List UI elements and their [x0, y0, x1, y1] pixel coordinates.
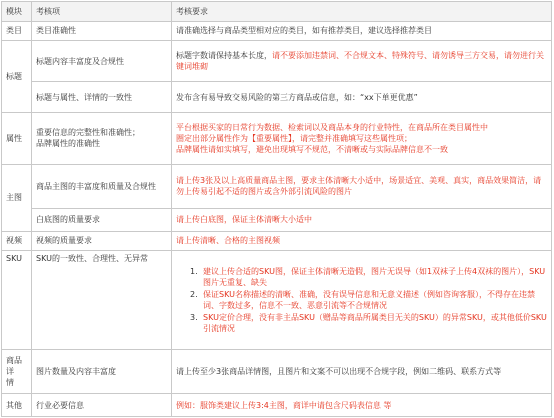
item-cell: 白底图的质量要求 — [32, 208, 172, 231]
item-cell: 视频的质量要求 — [32, 231, 172, 251]
requirement-warning-text: 请不要添加违禁词、不合规文本、特殊符号、请勿诱导三方交易，请勿进行关键词堆砌 — [176, 51, 544, 72]
module-line: 商品详 — [6, 356, 22, 377]
assessment-table — [1, 1, 552, 417]
module-cell: 属性 — [2, 113, 32, 164]
list-number: 1. — [190, 267, 198, 277]
table-row — [2, 21, 552, 41]
requirement-line: 品牌属性请如实填写，避免出现填写不规范，不清晰或与实际品牌信息不一致 — [176, 144, 448, 154]
table-row — [2, 394, 552, 417]
item-cell: 类目准确性 — [32, 21, 172, 41]
module-line: 情 — [6, 378, 14, 388]
list-item — [190, 312, 547, 334]
item-cell: 商品主图的丰富度和质量及合规性 — [32, 164, 172, 208]
item-cell: 行业必要信息 — [32, 394, 172, 417]
requirement-cell: 请准确选择与商品类型相对应的类目，如有推荐类目，建议选择推荐类目 — [172, 21, 552, 41]
list-text: 保证SKU名称描述的清晰、准确，没有误导信息和无意义描述（例如咨询客服），不得存在违禁词、字数过多，信息不一致、恶意引流等不合规情况 — [203, 290, 535, 311]
table-row — [2, 164, 552, 208]
requirement-cell: 请上传3张及以上高质量商品主图，要求主体清晰大小适中，场景适宜、美观、真实，商品效果简洁，请勿上传易引起不适的图片或含外部引流风险的图片 — [172, 164, 552, 208]
module-cell: 其他 — [2, 394, 32, 417]
requirement-cell: 请上传清晰、合格的主图视频 — [172, 231, 552, 251]
item-cell: 图片数量及内容丰富度 — [32, 350, 172, 394]
list-number: 2. — [190, 290, 198, 300]
list-text: 建议上传合适的SKU图，保证主体清晰无造假，图片无误导（如1双袜子上传4双袜的图片），SKU图片无重复、缺失 — [203, 267, 546, 288]
requirement-cell — [172, 251, 552, 350]
requirement-cell — [172, 113, 552, 164]
module-cell: 视频 — [2, 231, 32, 251]
list-number: 3. — [190, 313, 198, 323]
requirement-cell: 请上传白底图，保证主体清晰大小适中 — [172, 208, 552, 231]
table-row — [2, 82, 552, 113]
table-row — [2, 41, 552, 82]
item-cell: 标题内容丰富度及合规性 — [32, 41, 172, 82]
module-cell: 标题 — [2, 41, 32, 113]
list-text: SKU定价合理，没有非主品SKU（赠品等商品所属类目无关的SKU）的异常SKU，或其他低价SKU引流情况 — [203, 313, 547, 334]
list-item — [190, 289, 547, 311]
requirement-cell: 请上传至少3张商品详情图，且图片和文案不可以出现不合规字段，例如二维码、联系方式等 — [172, 350, 552, 394]
requirement-cell: 发布含有易导致交易风险的第三方商品或信息，如：“xx下单更优惠” — [172, 82, 552, 113]
module-cell — [2, 350, 32, 394]
table-row — [2, 208, 552, 231]
table-row — [2, 350, 552, 394]
table-row — [2, 231, 552, 251]
table-row — [2, 113, 552, 164]
header-item: 考核项 — [32, 2, 172, 22]
requirement-cell: 例如：服饰类建议上传3:4主图，商详中请包含尺码表信息 等 — [172, 394, 552, 417]
list-item — [190, 266, 547, 288]
header-requirement: 考核要求 — [172, 2, 552, 22]
item-cell: 标题与属性、详情的一致性 — [32, 82, 172, 113]
item-line: 重要信息的完整性和准确性； — [36, 128, 140, 138]
table-row — [2, 251, 552, 350]
table-header-row — [2, 2, 552, 22]
item-cell — [32, 113, 172, 164]
requirement-line: 圈定出部分属性作为【重要属性】，请完整并准确填写这些属性项； — [176, 133, 412, 143]
header-module: 模块 — [2, 2, 32, 22]
module-cell: SKU — [2, 251, 32, 350]
requirement-cell — [172, 41, 552, 82]
sku-requirement-list — [190, 266, 547, 334]
requirement-line: 平台根据买家的日常行为数据、检索词以及商品本身的行业特性，在商品所在类目属性中 — [176, 122, 488, 132]
module-cell: 主图 — [2, 164, 32, 231]
item-cell: SKU的一致性、合理性、无异常 — [32, 251, 172, 350]
requirement-text: 标题字数请保持基本长度， — [176, 51, 272, 61]
item-line: 品牌属性的准确性 — [36, 139, 100, 149]
module-cell: 类目 — [2, 21, 32, 41]
